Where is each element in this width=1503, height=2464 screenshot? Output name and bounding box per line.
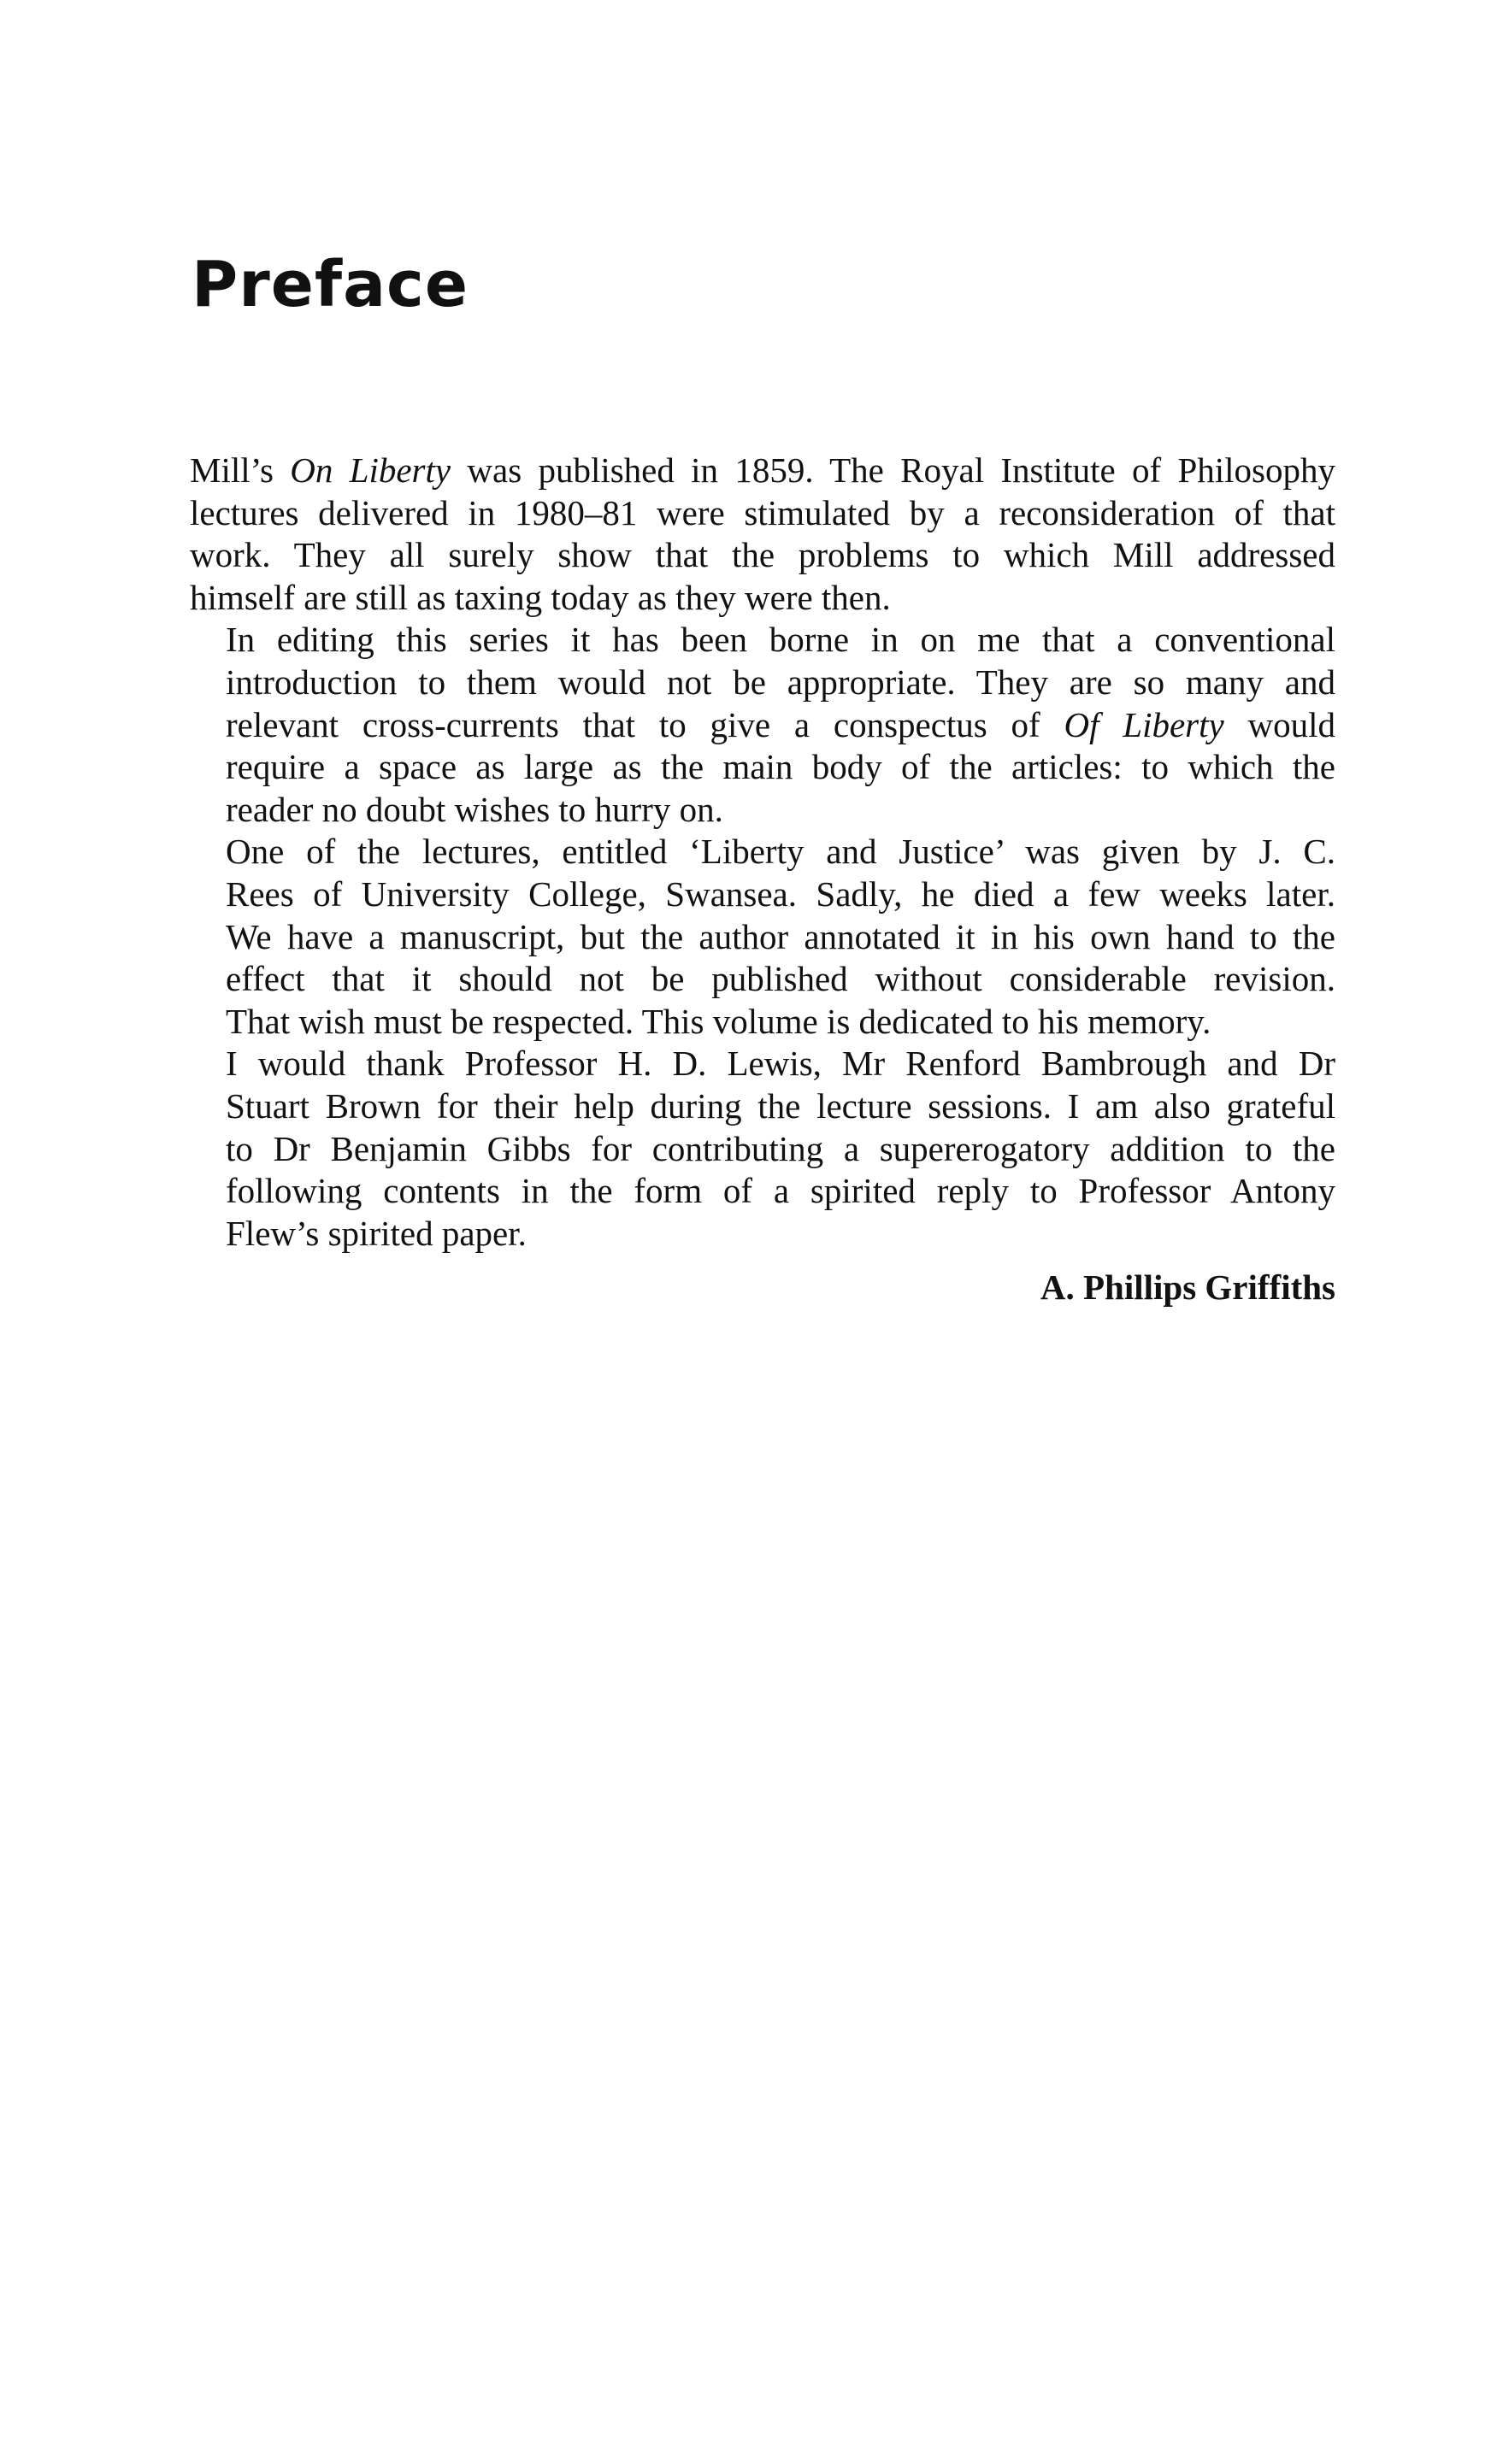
text-line: We have a manuscript, but the author annotated it in his own hand to the [226, 916, 1335, 956]
text-line: That wish must be respected. This volume is dedicated to his memory. [226, 1001, 1211, 1041]
text-line: introduction to them would not be appropriate. They are so many and [226, 662, 1335, 702]
text-line: himself are still as taxing today as they were then. [190, 577, 891, 617]
text-line: Stuart Brown for their help during the lecture sessions. I am also grateful [226, 1085, 1335, 1126]
paragraph [190, 619, 1335, 831]
paragraph-list [190, 450, 1335, 1255]
paragraph [190, 450, 1335, 619]
book-title: Of Liberty [1064, 704, 1224, 744]
text-line: reader no doubt wishes to hurry on. [226, 789, 723, 829]
text-line: effect that it should not be published without considerable revision. [226, 959, 1335, 999]
book-title: On Liberty [290, 450, 451, 490]
page-title: Preface [192, 248, 469, 321]
text-line: following contents in the form of a spirited reply to Professor Antony [226, 1171, 1335, 1211]
text-line: Rees of University College, Swansea. Sadly, he died a few weeks later. [226, 873, 1335, 914]
text-line: Flew’s spirited paper. [226, 1213, 527, 1253]
text-line: require a space as large as the main body of the articles: to which the [226, 747, 1335, 787]
preface-body [190, 450, 1335, 1309]
text-line: One of the lectures, entitled ‘Liberty and Justice’ was given by J. C. [226, 832, 1335, 872]
text-line: relevant cross-currents that to give a conspectus of Of Liberty would [226, 704, 1336, 744]
text-line: work. They all surely show that the problems to which Mill addressed [190, 535, 1335, 575]
paragraph [190, 1043, 1335, 1255]
text-line: Mill’s On Liberty was published in 1859. The Royal Institute of Philosophy [190, 450, 1336, 490]
text-line: In editing this series it has been borne in on me that a conventional [226, 620, 1335, 660]
text-line: I would thank Professor H. D. Lewis, Mr Renford Bambrough and Dr [226, 1044, 1335, 1084]
text-line: lectures delivered in 1980–81 were stimulated by a reconsideration of that [190, 492, 1335, 532]
text-line: to Dr Benjamin Gibbs for contributing a supererogatory addition to the [226, 1128, 1335, 1168]
paragraph [190, 831, 1335, 1043]
author-signature: A. Phillips Griffiths [1040, 1267, 1335, 1308]
